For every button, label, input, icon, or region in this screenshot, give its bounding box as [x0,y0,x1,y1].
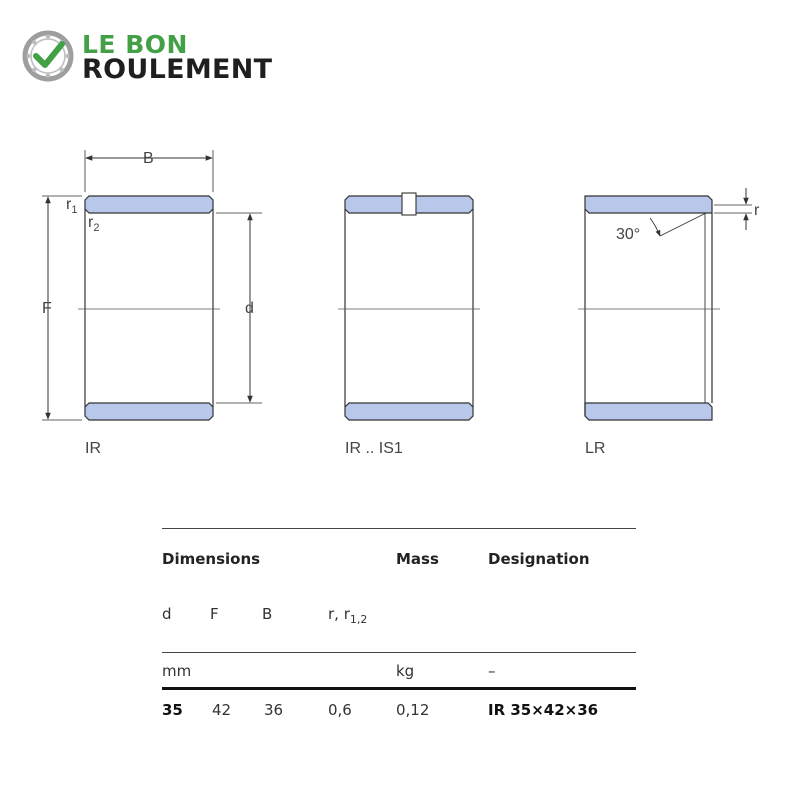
is1-outer-ring-bottom [345,403,473,420]
label-angle: 30° [616,226,641,243]
logo-line2: ROULEMENT [82,54,273,85]
subheader-b: B [262,605,273,623]
ir-outer-ring-top [85,196,213,213]
header-dimensions: Dimensions [162,550,261,568]
header-designation: Designation [488,550,590,568]
lubrication-hole [402,193,416,215]
row-r: 0,6 [328,701,352,719]
brand-logo [22,28,302,88]
table-top-rule [162,528,636,529]
unit-dash: – [488,662,496,680]
unit-kg: kg [396,662,415,680]
label-d: d [245,300,254,317]
header-mass: Mass [396,550,439,568]
subheader-f: F [210,605,219,623]
data-rule [162,687,636,690]
units-rule [162,652,636,653]
ir-view [42,150,262,420]
label-f: F [42,300,52,317]
lr-outer-ring-top [585,196,712,213]
view-name-lr: LR [585,440,606,457]
logo-line1: LE BON [82,30,188,59]
row-f: 42 [212,701,232,719]
unit-mm: mm [162,662,192,680]
row-d: 35 [162,701,183,719]
label-r: r [754,202,760,219]
row-b: 36 [264,701,284,719]
ir-is1-view [338,193,480,420]
view-name-ir-is1: IR .. IS1 [345,440,403,457]
label-r2: $r_2$ [88,214,100,235]
view-name-ir: IR [85,440,101,457]
subheader-r: r, $r_{1,2}$ [328,605,368,626]
ir-outer-ring-bottom [85,403,213,420]
bearing-check-icon [22,30,74,82]
lr-outer-ring-bottom [585,403,712,420]
label-b: B [143,150,154,167]
lr-view [578,188,752,420]
row-mass: 0,12 [396,701,430,719]
subheader-d: d [162,605,172,623]
bearing-drawings [0,140,800,470]
row-designation: IR 35×42×36 [488,701,599,719]
label-r1: $r_1$ [66,196,78,217]
